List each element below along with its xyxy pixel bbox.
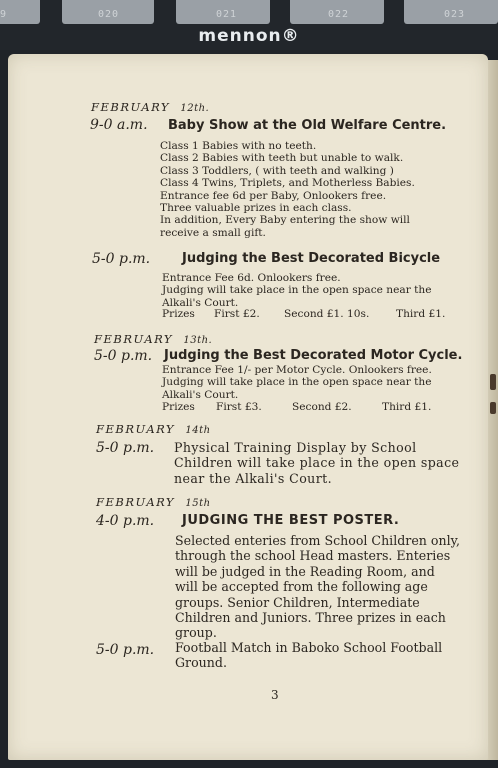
detail-line: will be accepted from the following age [175,579,428,595]
date-heading: FEBRUARY 15th [96,495,211,509]
prize-row: Prizes First £3. Second £2. Third £1. [162,401,432,413]
detail-line: Class 4 Twins, Triplets, and Motherless Babies. [160,177,415,190]
detail-line: Alkali's Court. [162,388,239,401]
event-time: 5-0 p.m. [96,440,155,456]
detail-line: Judging will take place in the open space near the [162,284,432,297]
frame-number: 020 [98,9,120,20]
detail-line: Entrance Fee 1/- per Motor Cycle. Onlookers free. [162,364,432,376]
date-heading: FEBRUARY 12th. [91,100,210,114]
event-title: Judging the Best Decorated Motor Cycle. [164,348,463,363]
event-details [174,440,459,486]
detail-line: Entrance Fee 6d. Onlookers free. [162,272,341,284]
detail-line: In addition, Every Baby entering the show will [160,214,410,227]
detail-line: Three valuable prizes in each class. [160,202,352,215]
event-time: 4-0 p.m. [96,513,155,529]
frame-number: 022 [328,9,350,20]
frame-number: 023 [444,9,466,20]
detail-line: group. [175,625,217,641]
detail-line: Alkali's Court. [162,296,239,309]
detail-line: Class 2 Babies with teeth but unable to walk. [160,152,404,165]
event-time: 5-0 p.m. [92,251,151,267]
detail-line: Judging will take place in the open space near the [162,376,432,389]
detail-line: Children will take place in the open space [174,455,460,471]
date-heading: FEBRUARY 13th. [94,332,213,346]
event-title: JUDGING THE BEST POSTER. [182,513,400,528]
event-title: Judging the Best Decorated Bicycle [182,251,441,266]
detail-line: Children and Juniors. Three prizes in each [175,610,446,626]
binding-clip [490,402,496,414]
event-details [162,272,431,309]
prize-row: Prizes First £2. Second £1. 10s. Third £1. [162,308,446,320]
detail-line: Entrance fee 6d per Baby, Onlookers free. [160,189,387,202]
event-details [175,533,460,641]
detail-line: Football Match in Baboko School Football [175,640,443,655]
event-details [160,140,415,239]
detail-line: Class 3 Toddlers, ( with teeth and walking ) [160,164,394,177]
event-time: 5-0 p.m. [96,642,155,658]
event-time: 9-0 a.m. [90,117,148,133]
frame-number: 9 [0,9,8,20]
detail-line: groups. Senior Children, Intermediate [175,594,420,610]
detail-line: Ground. [175,655,227,671]
event-time: 5-0 p.m. [94,348,153,364]
scanner-brand-logo: mennon® [198,26,300,46]
event-details [175,640,442,671]
detail-line: Physical Training Display by School [174,440,417,455]
detail-line: Class 1 Babies with no teeth. [160,140,317,152]
detail-line: Selected enteries from School Children only, [175,533,461,548]
binding-clip [490,374,496,390]
detail-line: receive a small gift. [160,226,266,239]
date-heading: FEBRUARY 14th [96,422,211,436]
event-details [162,364,432,401]
frame-number: 021 [216,9,238,20]
scanner-header [0,0,498,50]
booklet-page [8,54,488,760]
detail-line: near the Alkali's Court. [174,470,332,486]
event-title: Baby Show at the Old Welfare Centre. [168,118,447,133]
detail-line: through the school Head masters. Enteries [175,548,451,564]
page-number: 3 [271,688,279,702]
detail-line: will be judged in the Reading Room, and [175,563,435,579]
